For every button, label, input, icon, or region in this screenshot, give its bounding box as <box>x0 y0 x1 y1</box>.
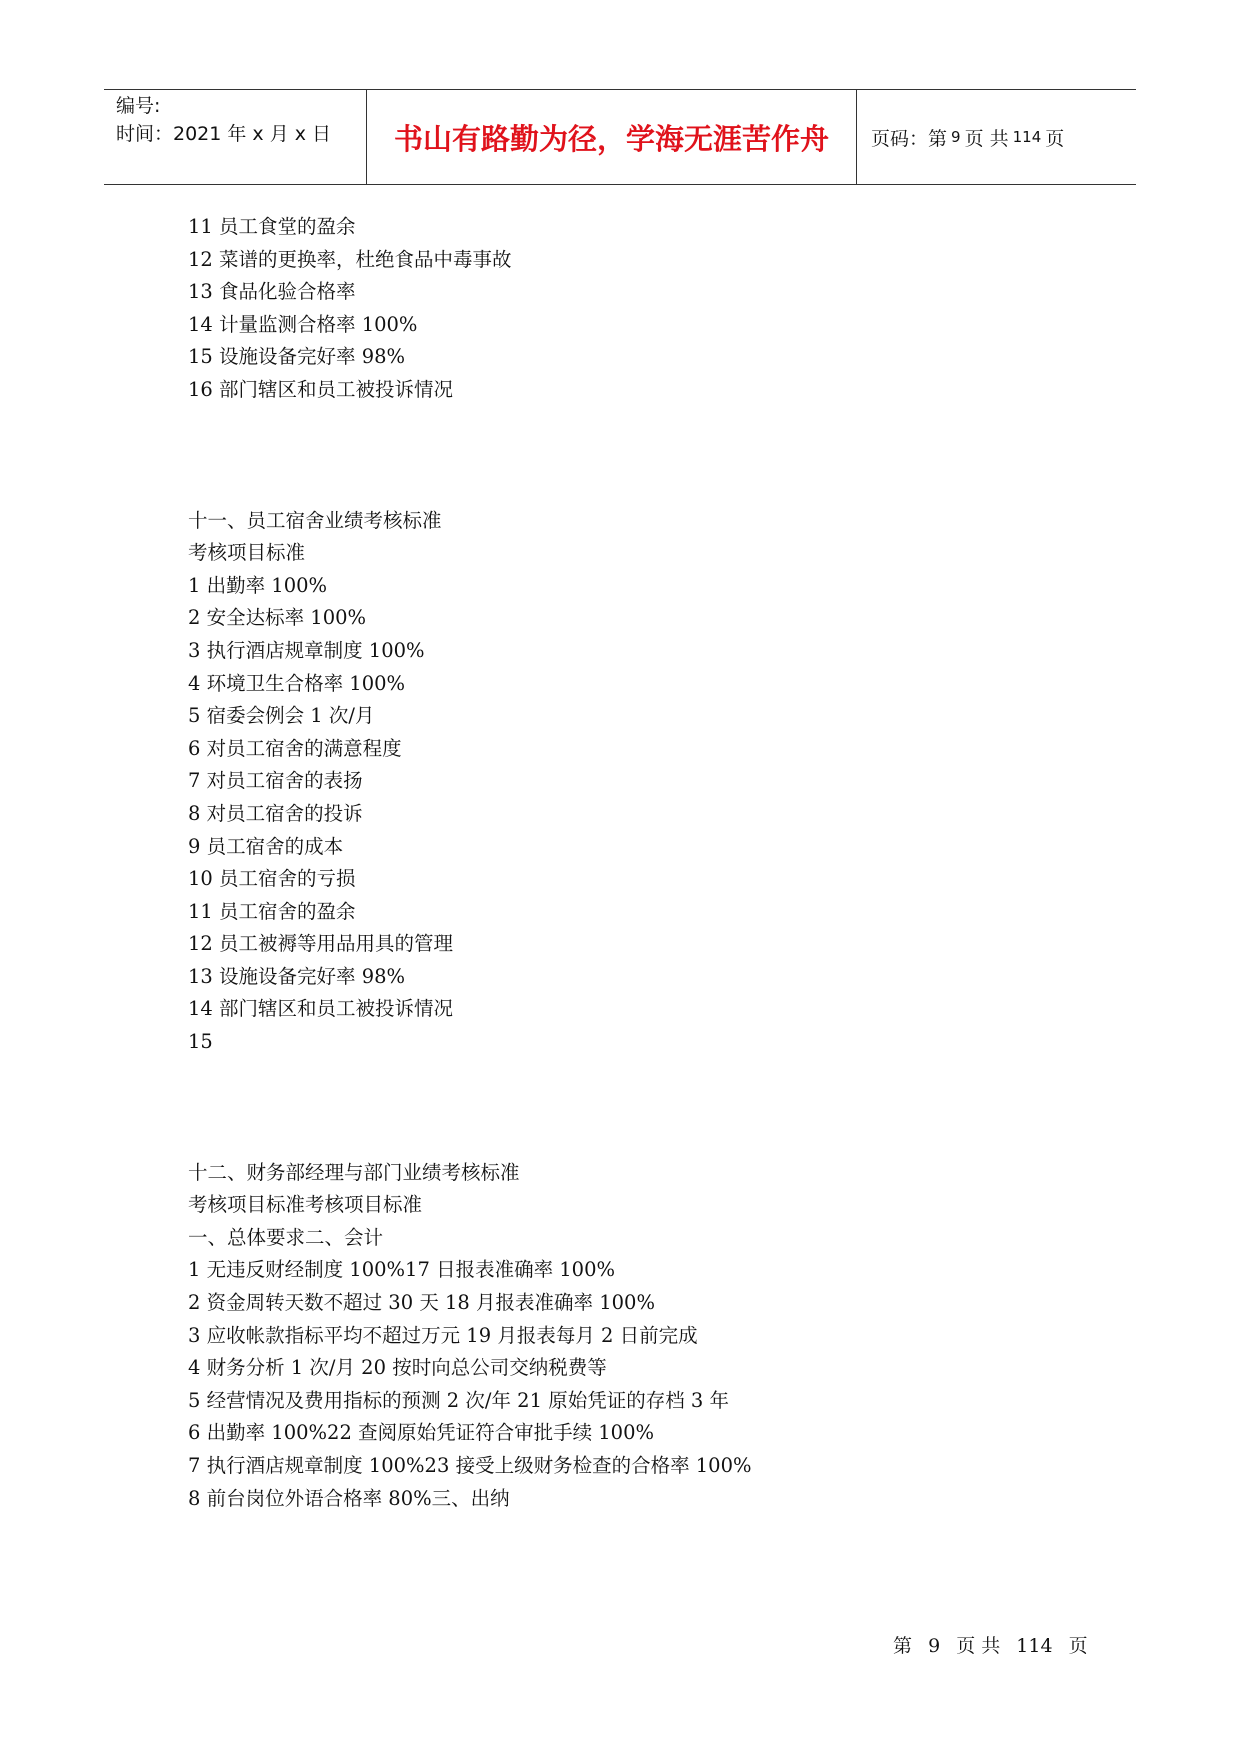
text-line: 考核项目标准考核项目标准 <box>188 1193 423 1217</box>
text-line: 4 环境卫生合格率 100% <box>188 671 406 695</box>
text-line: 13 设施设备完好率 98% <box>188 964 406 988</box>
text-line: 15 <box>188 1030 213 1054</box>
text-line: 7 对员工宿舍的表扬 <box>188 769 363 793</box>
text-line: 13 食品化验合格率 <box>188 280 356 304</box>
text-line: 11 员工宿舍的盈余 <box>188 899 356 923</box>
text-line: 9 员工宿舍的成本 <box>188 834 344 858</box>
text-line: 6 对员工宿舍的满意程度 <box>188 736 402 760</box>
text-line: 15 设施设备完好率 98% <box>188 345 406 369</box>
text-line: 十二、财务部经理与部门业绩考核标准 <box>188 1160 520 1184</box>
footer-suffix: 页 <box>1068 1635 1088 1657</box>
text-line: 2 资金周转天数不超过 30 天 18 月报表准确率 100% <box>188 1291 655 1315</box>
page-prefix: 页码：第 <box>871 127 948 150</box>
footer-total: 114 <box>1016 1635 1053 1657</box>
text-line: 14 部门辖区和员工被投诉情况 <box>188 997 454 1021</box>
spacer <box>188 407 1088 505</box>
text-line: 1 出勤率 100% <box>188 573 328 597</box>
slogan: 书山有路勤为径，学海无涯苦作舟 <box>367 90 857 184</box>
footer-prefix: 第 <box>893 1635 913 1657</box>
footer-num: 9 <box>928 1635 941 1657</box>
page-footer <box>893 1631 1098 1658</box>
spacer <box>188 1059 1088 1157</box>
time-label: 时间：2021 年 x 月 x 日 <box>116 123 332 145</box>
text-line: 3 执行酒店规章制度 100% <box>188 638 425 662</box>
text-line: 7 执行酒店规章制度 100%23 接受上级财务检查的合格率 100% <box>188 1454 752 1477</box>
footer-mid: 页 共 <box>956 1635 1001 1657</box>
text-line: 14 计量监测合格率 100% <box>188 312 418 336</box>
document-body <box>188 211 1088 1515</box>
text-line: 3 应收帐款指标平均不超过万元 19 月报表每月 2 日前完成 <box>188 1323 698 1347</box>
section-canteen-list <box>188 211 1088 407</box>
page-total: 114 <box>1012 128 1042 146</box>
page-suffix: 页 <box>1045 127 1065 150</box>
header-left-cell <box>104 90 367 184</box>
section-finance <box>188 1157 1088 1516</box>
text-line: 6 出勤率 100%22 查阅原始凭证符合审批手续 100% <box>188 1421 655 1445</box>
text-line: 一、总体要求二、会计 <box>188 1225 384 1249</box>
text-line: 11 员工食堂的盈余 <box>188 215 356 238</box>
text-line: 4 财务分析 1 次/月 20 按时向总公司交纳税费等 <box>188 1356 607 1380</box>
text-line: 8 前台岗位外语合格率 80%三、出纳 <box>188 1486 510 1510</box>
text-line: 10 员工宿舍的亏损 <box>188 867 356 891</box>
text-line: 1 无违反财经制度 100%17 日报表准确率 100% <box>188 1258 616 1282</box>
text-line: 2 安全达标率 100% <box>188 606 367 630</box>
text-line: 16 部门辖区和员工被投诉情况 <box>188 377 454 401</box>
page-num: 9 <box>951 128 961 146</box>
header-table <box>104 89 1136 185</box>
text-line: 12 菜谱的更换率，杜绝食品中毒事故 <box>188 247 512 271</box>
section-dormitory <box>188 505 1088 1059</box>
text-line: 8 对员工宿舍的投诉 <box>188 801 363 825</box>
text-line: 5 宿委会例会 1 次/月 <box>188 704 375 728</box>
number-label: 编号: <box>116 95 161 117</box>
text-line: 十一、员工宿舍业绩考核标准 <box>188 508 442 532</box>
text-line: 考核项目标准 <box>188 541 306 565</box>
text-line: 5 经营情况及费用指标的预测 2 次/年 21 原始凭证的存档 3 年 <box>188 1388 729 1412</box>
text-line: 12 员工被褥等用品用具的管理 <box>188 932 454 956</box>
page-info <box>857 90 1136 184</box>
page-mid: 页 共 <box>964 127 1009 150</box>
